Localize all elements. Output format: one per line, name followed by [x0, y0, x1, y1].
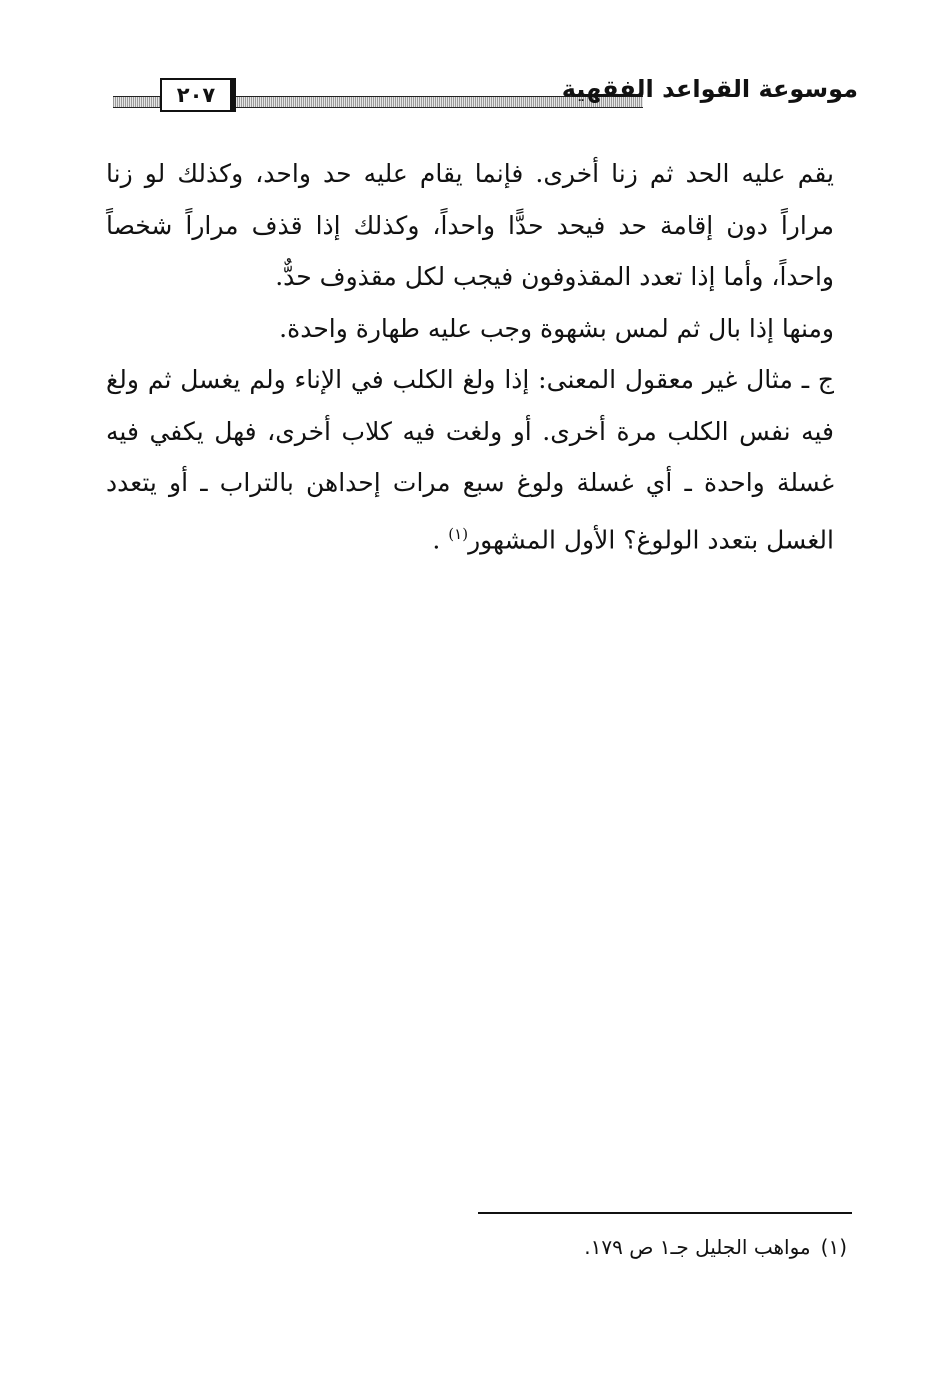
page-number: ٢٠٧ [160, 78, 236, 112]
footnote-separator [478, 1212, 852, 1214]
footnote [584, 1227, 847, 1267]
main-text [106, 148, 834, 565]
paragraph-2: ومنها إذا بال ثم لمس بشهوة وجب عليه طهارة واحدة. [279, 313, 834, 343]
paragraph-1: يقم عليه الحد ثم زنا أخرى. فإنما يقام عليه حد واحد، وكذلك لو زنا مراراً دون إقامة حد فيحد حدًّا واحداً، وكذلك إذا قذف مراراً شخصاً واحداً، وأما إذا تعدد المقذوفون فيجب لكل مقذوف حدٌّ. [106, 159, 834, 291]
page-header [113, 72, 858, 112]
book-title: موسوعة القواعد الفقهية [561, 75, 858, 103]
paragraph-3-end: . [432, 524, 441, 554]
footnote-number: (١) [820, 1235, 847, 1259]
footnote-text: مواهب الجليل جـ١ ص ١٧٩. [584, 1235, 811, 1259]
footnote-reference: (١) [448, 524, 469, 543]
paragraph-3-text: ج ـ مثال غير معقول المعنى: إذا ولغ الكلب في الإناء ولم يغسل ثم ولغ فيه نفس الكلب مرة أخرى. أو ولغت فيه كلاب أخرى، فهل يكفي فيه غسلة واحدة ـ أي غسلة ولوغ سبع مرات إحداهن بالتراب ـ أو يتعدد الغسل بتعدد الولوغ؟ الأول المشهور [106, 365, 834, 554]
paragraph-3 [106, 354, 834, 565]
